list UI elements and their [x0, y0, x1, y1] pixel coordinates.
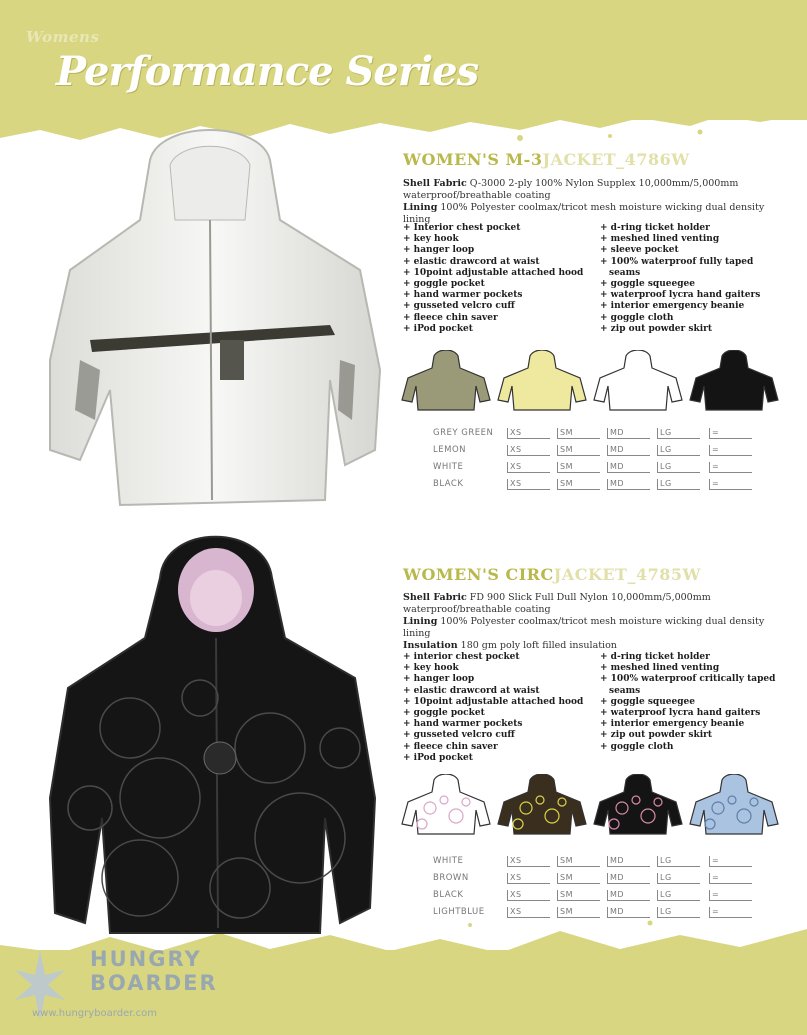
feature-item: + goggle pocket: [403, 708, 485, 719]
feature-item: + hand warmer pockets: [403, 290, 523, 301]
jacket-thumb: [688, 774, 780, 836]
feature-item: + 100% waterproof fully taped: [600, 256, 754, 267]
jacket-thumb: [400, 350, 492, 412]
size-cell: LG: [657, 428, 700, 439]
feature-item: + elastic drawcord at waist: [403, 685, 540, 696]
size-cell: =: [709, 462, 752, 473]
spec-insulation: Insulation 180 gm poly loft filled insulation: [403, 640, 617, 651]
jacket-thumb: [592, 774, 684, 836]
feature-item: + interior chest pocket: [403, 652, 520, 662]
product-title-main: WOMEN'S CIRC: [403, 565, 554, 584]
color-name: BLACK: [433, 890, 464, 900]
feature-item: + waterproof lycra hand gaiters: [600, 290, 761, 301]
feature-item: + key hook: [403, 663, 459, 674]
size-cell: XS: [507, 462, 550, 473]
feature-item-continued: seams: [609, 267, 641, 278]
product-title: [403, 565, 701, 584]
size-cell: SM: [557, 428, 600, 439]
feature-item: + goggle pocket: [403, 279, 485, 290]
feature-item: + zip out powder skirt: [600, 730, 713, 741]
size-cell: SM: [557, 907, 600, 918]
color-swatches: [400, 350, 800, 420]
spec-block: [403, 592, 793, 652]
feature-list-left: [403, 652, 583, 764]
size-cell: MD: [607, 873, 650, 884]
size-cell: =: [709, 873, 752, 884]
size-cell: =: [709, 890, 752, 901]
size-cell: XS: [507, 856, 550, 867]
size-cell: LG: [657, 907, 700, 918]
size-cell: MD: [607, 479, 650, 490]
size-cell: =: [709, 428, 752, 439]
jacket-thumb: [496, 350, 588, 412]
feature-item-continued: seams: [609, 685, 641, 696]
size-cell: XS: [507, 428, 550, 439]
feature-item: + gusseted velcro cuff: [403, 301, 515, 312]
feature-item: + zip out powder skirt: [600, 323, 713, 334]
size-cell: LG: [657, 873, 700, 884]
size-row: [433, 479, 773, 496]
size-row: [433, 462, 773, 479]
color-name: WHITE: [433, 856, 464, 866]
size-cell: XS: [507, 873, 550, 884]
size-cell: LG: [657, 462, 700, 473]
feature-item: + goggle cloth: [600, 312, 674, 323]
size-cell: MD: [607, 907, 650, 918]
size-cell: =: [709, 856, 752, 867]
product-title-main: WOMEN'S M-3: [403, 150, 543, 169]
size-cell: MD: [607, 890, 650, 901]
page-title: Performance Series: [56, 48, 479, 95]
spec-lining: Lining 100% Polyester coolmax/tricot mesh moisture wicking dual density lining: [403, 202, 765, 225]
size-row: [433, 428, 773, 445]
feature-item: + hand warmer pockets: [403, 719, 523, 730]
feature-item: + sleeve pocket: [600, 245, 679, 256]
size-cell: SM: [557, 890, 600, 901]
size-cell: XS: [507, 445, 550, 456]
size-cell: SM: [557, 479, 600, 490]
product-image-m3-jacket: [30, 120, 392, 520]
feature-item: + key hook: [403, 234, 459, 245]
size-cell: LG: [657, 445, 700, 456]
feature-item: + goggle cloth: [600, 741, 674, 752]
size-row: [433, 445, 773, 462]
size-cell: MD: [607, 428, 650, 439]
spec-shell-fabric: Shell Fabric Q-3000 2-ply 100% Nylon Supplex 10,000mm/5,000mm waterproof/breathable coating: [403, 178, 739, 201]
size-cell: SM: [557, 462, 600, 473]
jacket-thumb: [496, 774, 588, 836]
logo-word-boarder: BOARDER: [90, 971, 218, 995]
feature-item: + elastic drawcord at waist: [403, 256, 540, 267]
feature-item: + fleece chin saver: [403, 312, 498, 323]
feature-item: + d-ring ticket holder: [600, 223, 710, 233]
color-name: GREY GREEN: [433, 428, 494, 438]
size-cell: MD: [607, 445, 650, 456]
spec-shell-fabric: Shell Fabric FD 900 Slick Full Dull Nylon 10,000mm/5,000mm waterproof/breathable coating: [403, 592, 711, 615]
size-row: [433, 856, 773, 873]
feature-item: + d-ring ticket holder: [600, 652, 710, 662]
size-row: [433, 873, 773, 890]
feature-list-right: [600, 223, 760, 335]
spec-block: [403, 178, 793, 226]
jacket-thumb: [688, 350, 780, 412]
product-title-code: JACKET_4785W: [553, 565, 701, 584]
feature-list-right: [600, 652, 775, 753]
color-name: LIGHTBLUE: [433, 907, 485, 917]
size-cell: XS: [507, 890, 550, 901]
feature-item: + goggle squeegee: [600, 696, 695, 707]
jacket-thumb: [592, 350, 684, 412]
feature-item: + iPod pocket: [403, 752, 473, 763]
color-name: BLACK: [433, 479, 464, 489]
size-cell: =: [709, 907, 752, 918]
size-row: [433, 890, 773, 907]
logo-word-hungry: HUNGRY: [90, 947, 202, 971]
size-cell: XS: [507, 479, 550, 490]
feature-item: + hanger loop: [403, 674, 475, 685]
size-cell: MD: [607, 856, 650, 867]
product-title: [403, 150, 690, 169]
feature-item: + meshed lined venting: [600, 234, 720, 245]
size-cell: MD: [607, 462, 650, 473]
feature-item: + Interior chest pocket: [403, 223, 521, 233]
size-row: [433, 907, 773, 924]
site-url[interactable]: www.hungryboarder.com: [32, 1008, 157, 1019]
size-cell: LG: [657, 890, 700, 901]
color-name: WHITE: [433, 462, 464, 472]
category-label: Womens: [26, 28, 100, 46]
size-cell: =: [709, 479, 752, 490]
size-cell: SM: [557, 445, 600, 456]
product-image-circ-jacket: [40, 528, 390, 948]
size-cell: =: [709, 445, 752, 456]
size-cell: SM: [557, 873, 600, 884]
feature-list-left: [403, 223, 583, 335]
color-name: LEMON: [433, 445, 466, 455]
size-cell: LG: [657, 856, 700, 867]
color-name: BROWN: [433, 873, 469, 883]
feature-item: + interior emergency beanie: [600, 719, 745, 730]
feature-item: + fleece chin saver: [403, 741, 498, 752]
feature-item: + iPod pocket: [403, 323, 473, 334]
feature-item: + 100% waterproof critically taped: [600, 674, 776, 685]
feature-item: + hanger loop: [403, 245, 475, 256]
feature-item: + goggle squeegee: [600, 279, 695, 290]
feature-item: + meshed lined venting: [600, 663, 720, 674]
size-cell: SM: [557, 856, 600, 867]
feature-item: + gusseted velcro cuff: [403, 730, 515, 741]
size-cell: LG: [657, 479, 700, 490]
feature-item: + interior emergency beanie: [600, 301, 745, 312]
jacket-thumb: [400, 774, 492, 836]
product-title-code: JACKET_4786W: [542, 150, 690, 169]
feature-item: + 10point adjustable attached hood: [403, 267, 584, 278]
spec-lining: Lining 100% Polyester coolmax/tricot mesh moisture wicking dual density lining: [403, 616, 765, 639]
color-swatches: [400, 774, 800, 844]
size-cell: XS: [507, 907, 550, 918]
feature-item: + waterproof lycra hand gaiters: [600, 708, 761, 719]
feature-item: + 10point adjustable attached hood: [403, 696, 584, 707]
watermark-logo: [10, 940, 218, 1030]
